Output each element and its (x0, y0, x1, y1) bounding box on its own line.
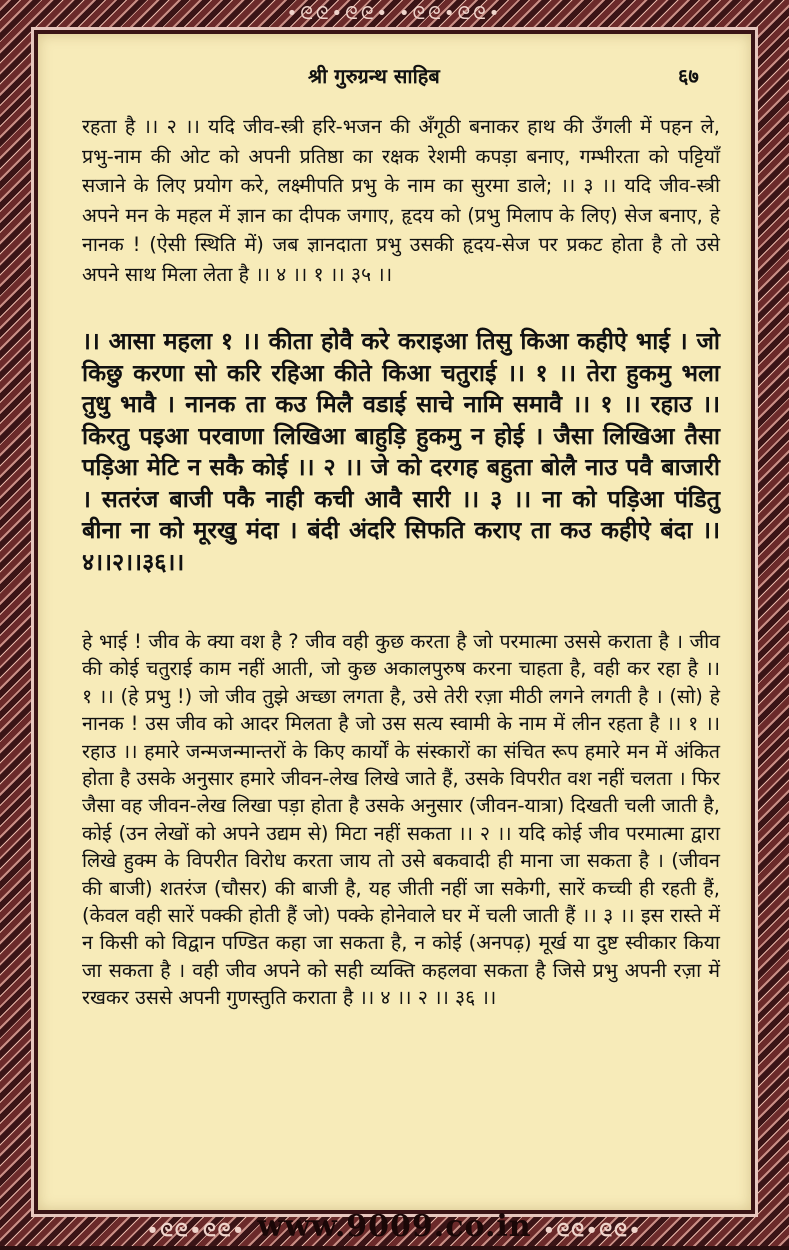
page-title: श्री गुरुग्रन्थ साहिब (308, 64, 440, 88)
top-ornament-right: •ᘓᘓ•ᘓᘓ• (398, 3, 503, 24)
scripture-page (38, 34, 751, 1210)
gurbani-verse: ।। आसा महला १ ।। कीता होवै करे कराइआ तिसु किआ कहीऐ भाई । जो किछु करणा सो करि रहिआ कीते किआ चतुराई ।। १ ।। तेरा हुकमु भला तुधु भावै । नानक ता कउ मिलै वडाई साचे नामि समावै ।। १ ।। रहाउ ।। किरतु पइआ परवाणा लिखिआ बाहुड़ि हुकमु न होई । जैसा लिखिआ तैसा पड़िआ मेटि न सकै कोई ।। २ ।। जे को दरगह बहुता बोलै नाउ पवै बाजारी । सतरंज बाजी पकै नाही कची आवै सारी ।। ३ ।। ना को पड़िआ पंडितु बीना ना को मूरखु मंदा । बंदी अंदरि सिफति कराए ता कउ कहीऐ बंदा ।।४।।२।।३६।। (82, 327, 720, 576)
top-ornament (0, 0, 789, 28)
page-number: ६७ (678, 64, 699, 88)
footer-ornament-left: •ᘓᘓ•ᘓᘓ• (146, 1220, 246, 1241)
translation-paragraph-1: रहता है ।। २ ।। यदि जीव-स्त्री हरि-भजन की अँगूठी बनाकर हाथ की उँगली में पहन ले, प्रभु-नाम की ओट को अपनी प्रतिष्ठा का रक्षक रेशमी कपड़ा बनाए, गम्भीरता को पट्टियाँ सजाने के लिए प्रयोग करे, लक्ष्मीपति प्रभु के नाम का सुरमा डाले; ।। ३ ।। यदि जीव-स्त्री अपने मन के महल में ज्ञान का दीपक जगाए, हृदय को (प्रभु मिलाप के लिए) सेज बनाए, हे नानक ! (ऐसी स्थिति में) जब ज्ञानदाता प्रभु उसकी हृदय-सेज पर प्रकट होता है तो उसे अपने साथ मिला लेता है ।। ४ ।। १ ।। ३५ ।। (82, 115, 720, 286)
page-header (38, 62, 751, 92)
website-link[interactable]: www.9009.co.in (257, 1209, 532, 1244)
footer-bar (0, 1208, 789, 1246)
top-ornament-left: •ᘓᘓ•ᘓᘓ• (286, 3, 391, 24)
footer-ornament-right: •ᘓᘓ•ᘓᘓ• (543, 1220, 643, 1241)
translation-paragraph-2: हे भाई ! जीव के क्या वश है ? जीव वही कुछ करता है जो परमात्मा उससे कराता है । जीव की कोई चतुराई काम नहीं आती, जो कुछ अकालपुरुष करना चाहता है, वही कर रहा है ।। १ ।। (हे प्रभु !) जो जीव तुझे अच्छा लगता है, उसे तेरी रज़ा मीठी लगने लगती है । (सो) हे नानक ! उस जीव को आदर मिलता है जो उस सत्य स्वामी के नाम में लीन रहता है ।। १ ।। रहाउ ।। हमारे जन्मजन्मान्तरों के किए कार्यों के संस्कारों का संचित रूप हमारे मन में अंकित होता है उसके अनुसार हमारे जीवन-लेख लिखे जाते हैं, उसके विपरीत वश नहीं चलता । फिर जैसा वह जीवन-लेख लिखा पड़ा होता है उसके अनुसार (जीवन-यात्रा) दिखती चली जाती है, कोई (उन लेखों को अपने उद्यम से) मिटा नहीं सकता ।। २ ।। यदि कोई जीव परमात्मा द्वारा लिखे हुक्म के विपरीत विरोध करता जाय तो उसे बकवादी ही माना जा सकता है । (जीवन की बाजी) शतरंज (चौसर) की बाजी है, यह जीती नहीं जा सकेगी, सारें कच्ची ही रहती हैं, (केवल वही सारें पक्की होती हैं जो) पक्के होनेवाले घर में चली जाती हैं ।। ३ ।। इस रास्ते में न किसी को विद्वान पण्डित कहा जा सकता है, न कोई (अनपढ़) मूर्ख या दुष्ट स्वीकार किया जा सकता है । वही जीव अपने को सही व्यक्ति कहलवा सकता है जिसे प्रभु अपनी रज़ा में रखकर उससे अपनी गुणस्तुति कराता है ।। ४ ।। २ ।। ३६ ।। (82, 630, 720, 1010)
